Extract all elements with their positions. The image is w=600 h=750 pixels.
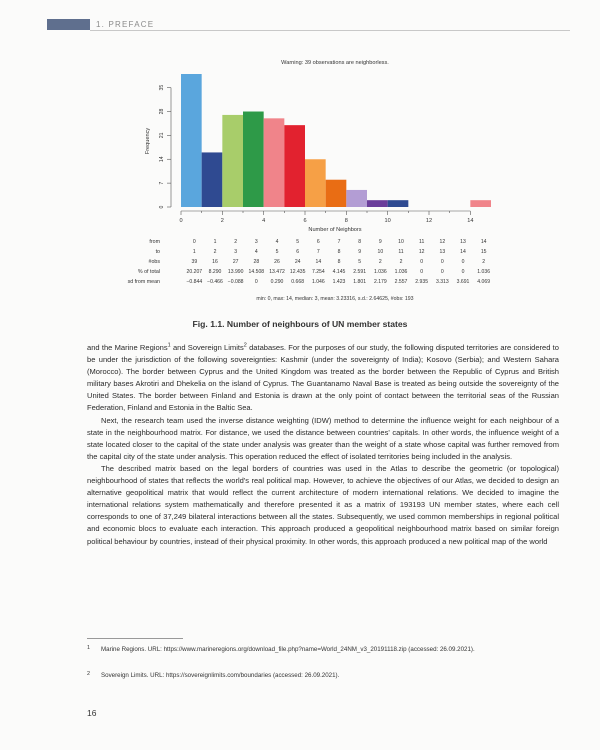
table-row-label-4: sd from mean — [127, 279, 160, 285]
table-cell: 13.990 — [227, 269, 244, 275]
table-cell: 4.069 — [477, 279, 491, 285]
table-cell: 12 — [418, 249, 425, 255]
table-cell: 11 — [419, 239, 425, 245]
bar-6 — [305, 159, 326, 207]
table-row-label-1: to — [155, 249, 160, 255]
table-cell: 28 — [253, 259, 260, 265]
bar-10 — [388, 200, 409, 207]
table-cell: 8 — [358, 239, 362, 245]
table-row-label-3: % of total — [137, 269, 160, 275]
x-tick-label-5: 10 — [384, 218, 391, 224]
x-tick-label-4: 8 — [344, 218, 348, 224]
table-cell: 0 — [440, 259, 444, 265]
table-cell: 9 — [358, 249, 362, 255]
table-cell: 0 — [192, 239, 196, 245]
table-cell: 2.557 — [394, 279, 408, 285]
y-tick-label-3: 21 — [159, 132, 165, 139]
running-header: 1. PREFACE — [96, 20, 155, 29]
table-cell: 1.801 — [353, 279, 367, 285]
table-cell: 1 — [213, 239, 217, 245]
x-tick-label-7: 14 — [467, 218, 474, 224]
y-tick-label-2: 14 — [159, 156, 165, 163]
table-cell: 2 — [234, 239, 238, 245]
paragraph-1: and the Marine Regions$^1$ and Sovereign Limits$^2$ databases. For the purposes of our study, the following disputed territories are considered to be under the jurisdiction of the following sovereignties: Kashmir (under the sovereignty of India); Kosovo (Serbia); and Western Sahara (Morocco). The border between Cyprus and the United Kingdom was treated as the border between the Republic of Cyprus and British military bases Akrotiri and Dhekelia on the island of Cyprus. The Guantanamo Naval Base is treated as being outside the sovereignty of the United States. The border between Finland and Estonia is drawn at the only point of contact between the territorial seas of the Russian Federation, Finland and Estonia in the Baltic Sea. — [87, 342, 559, 413]
table-cell: 0.668 — [291, 279, 305, 285]
table-cell: 4 — [254, 249, 258, 255]
footnote-rule — [87, 638, 183, 639]
table-cell: 2 — [213, 249, 217, 255]
x-tick-label-0: 0 — [179, 218, 183, 224]
paragraph-2: Next, the research team used the inverse distance weighting (IDW) method to determine the influence weight for each neighbour of a state in the neighbourhood matrix. For distance, we used the distance between countries' capitals. In other words, the influence weight of a state located closer to the capital of the state under analysis was greater than the weight of a state whose capital was further removed from the capital city of the state under analysis. This operation reduced the effect of isolated territories being included in the analysis. — [87, 415, 559, 461]
footnote-ref-1[interactable]: 1 — [167, 342, 171, 349]
y-tick-label-4: 28 — [159, 108, 165, 115]
bar-0 — [181, 74, 202, 207]
table-cell: 2 — [378, 259, 382, 265]
table-cell: 6 — [316, 239, 320, 245]
table-cell: 12 — [439, 239, 446, 245]
table-cell: 16 — [212, 259, 218, 265]
chart-summary: min: 0, max: 14, median: 3, mean: 3.23316, s.d.: 2.64625, #obs: 193 — [256, 296, 414, 302]
y-tick-label-5: 35 — [159, 84, 165, 91]
table-cell: 1.036 — [394, 269, 408, 275]
bar-5 — [284, 125, 305, 207]
table-cell: 2.591 — [353, 269, 367, 275]
x-tick-label-2: 4 — [262, 218, 266, 224]
table-cell: 2 — [482, 259, 486, 265]
table-cell: 13 — [439, 249, 446, 255]
table-cell: 15 — [480, 249, 487, 255]
table-cell: 1.036 — [477, 269, 491, 275]
table-cell: 2.179 — [373, 279, 387, 285]
table-cell: 3 — [234, 249, 238, 255]
bar-2 — [222, 115, 243, 207]
table-row-label-0: from — [149, 239, 160, 245]
body-text — [87, 342, 559, 548]
y-tick-label-0: 0 — [159, 205, 165, 209]
table-cell: −0.466 — [207, 279, 223, 285]
table-cell: 8 — [337, 259, 341, 265]
table-cell: 0 — [461, 269, 465, 275]
table-cell: −0.844 — [186, 279, 203, 285]
table-cell: 0 — [440, 269, 444, 275]
table-cell: 0 — [461, 259, 465, 265]
table-cell: 3.691 — [456, 279, 470, 285]
paragraph-3: The described matrix based on the legal borders of countries was used in the Atlas to describe the geometric (or topological) neighbourhood of states that reflects the world's real political map. However, to achieve the objectives of our Atlas, we decided to design an alternative geopolitical matrix that would reflect the current architecture of modern international relations. We decided to imagine the international relations system mathematically and therefore presented it as a matrix of 193193 UN member states, where each cell corresponds to one of 37,249 bilateral interactions between all the states. Subsequently, we used common memberships in regional political and economic blocs to evaluate each interaction. This approach produced a geopolitical neighbourhood matrix based on similar foreign political behaviour by countries, instead of their physical proximity. In other words, this approach produced a new political map of the world — [87, 463, 559, 546]
table-cell: 3 — [254, 239, 258, 245]
bar-9 — [367, 200, 388, 207]
table-cell: 0 — [254, 279, 258, 285]
table-cell: 5 — [275, 249, 279, 255]
table-cell: 2 — [399, 259, 403, 265]
table-row-label-2: #obs — [148, 259, 160, 265]
table-cell: 20.207 — [186, 269, 203, 275]
table-cell: 14 — [460, 249, 466, 255]
table-cell: 11 — [398, 249, 404, 255]
table-cell: 5 — [296, 239, 300, 245]
table-cell: 0 — [420, 259, 424, 265]
table-cell: 1.046 — [311, 279, 325, 285]
x-tick-label-6: 12 — [425, 218, 433, 224]
table-cell: 4.145 — [332, 269, 346, 275]
chart-title: Warning: 39 observations are neighborless. — [281, 60, 389, 66]
bar-14 — [470, 200, 491, 207]
footnote-2-text: Sovereign Limits. URL: https://sovereignlimits.com/boundaries (accessed: 26.09.2021). — [101, 672, 340, 679]
table-cell: 10 — [377, 249, 384, 255]
table-cell: 1.423 — [332, 279, 346, 285]
table-cell: 39 — [191, 259, 198, 265]
table-cell: 14 — [480, 239, 487, 245]
table-cell: 14 — [315, 259, 322, 265]
x-tick-label-3: 6 — [303, 218, 307, 224]
table-cell: 26 — [274, 259, 280, 265]
table-cell: 4 — [275, 239, 279, 245]
bar-7 — [326, 180, 347, 207]
table-cell: 5 — [358, 259, 362, 265]
table-cell: 7 — [337, 239, 341, 245]
table-cell: 0.290 — [270, 279, 284, 285]
bar-8 — [346, 190, 367, 207]
table-cell: 13.472 — [269, 269, 285, 275]
table-cell: 7.254 — [311, 269, 325, 275]
table-cell: 7 — [316, 249, 320, 255]
table-cell: 1.036 — [373, 269, 387, 275]
table-cell: 8.290 — [208, 269, 222, 275]
table-cell: 27 — [232, 259, 239, 265]
bar-3 — [243, 112, 264, 207]
table-cell: 14.508 — [248, 269, 265, 275]
table-cell: 24 — [294, 259, 301, 265]
page-number: 16 — [87, 708, 97, 718]
x-tick-label-1: 2 — [220, 218, 224, 224]
x-axis-label: Number of Neighbors — [308, 227, 362, 233]
table-cell: 8 — [337, 249, 341, 255]
table-cell: 3.313 — [435, 279, 449, 285]
footnote-1-text: Marine Regions. URL: https://www.marineregions.org/download_file.php?name=World_24NM_v3_20191118.zip (accessed: 26.09.2021). — [101, 646, 475, 653]
neighbors-histogram — [0, 0, 600, 310]
bar-1 — [202, 152, 223, 207]
table-cell: 10 — [398, 239, 404, 245]
y-tick-label-1: 7 — [159, 181, 165, 185]
footnote-2: 2 Sovereign Limits. URL: https://sovereignlimits.com/boundaries (accessed: 26.09.2021). — [87, 671, 559, 680]
footnote-1: 1 Marine Regions. URL: https://www.marineregions.org/download_file.php?name=World_24NM_v3_20191118.zip (accessed: 26.09.2021). — [87, 645, 559, 654]
y-axis-label: Frequency — [145, 127, 151, 155]
table-cell: 12.435 — [289, 269, 306, 275]
table-cell: 13 — [460, 239, 466, 245]
table-cell: 6 — [296, 249, 300, 255]
footnote-ref-2[interactable]: 2 — [243, 342, 247, 349]
table-cell: 1 — [192, 249, 196, 255]
figure-caption: Fig. 1.1. Number of neighbours of UN member states — [192, 319, 408, 329]
table-cell: 0 — [420, 269, 424, 275]
table-cell: 9 — [378, 239, 382, 245]
table-cell: 2.935 — [415, 279, 429, 285]
bar-4 — [264, 118, 285, 207]
table-cell: −0.088 — [227, 279, 244, 285]
